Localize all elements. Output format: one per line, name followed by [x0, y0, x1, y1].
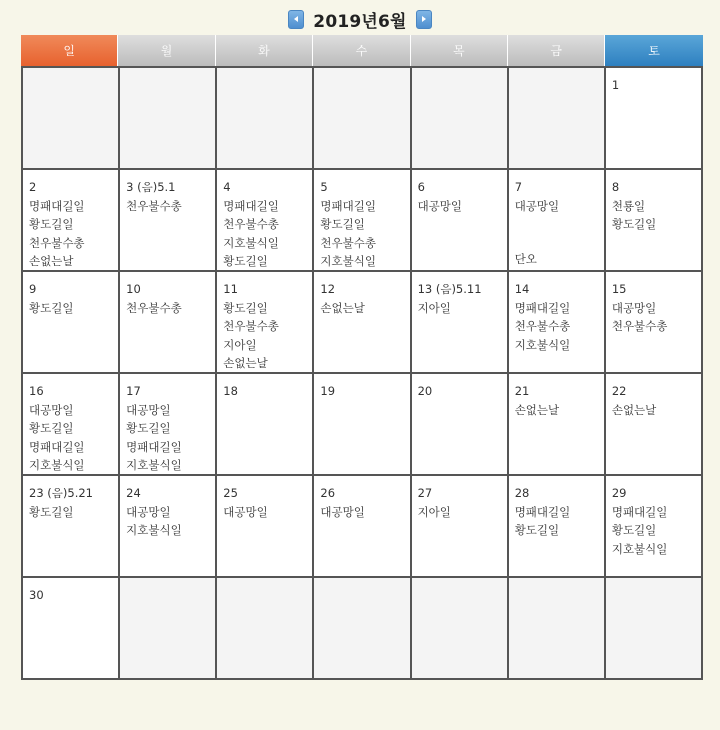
day-number: 1: [611, 78, 620, 92]
day-event: 황도길일: [29, 421, 74, 435]
day-event: 천우불수총: [223, 319, 279, 333]
day-number: 28: [514, 486, 530, 500]
day-event: 지호불식일: [611, 541, 668, 556]
day-number: 23 (음)5.21: [29, 486, 93, 500]
day-number: 3 (음)5.1: [126, 180, 176, 194]
day-number: 6: [417, 180, 425, 194]
day-event: 천우불수총: [29, 235, 85, 250]
day-cell[interactable]: [120, 374, 217, 476]
day-cell[interactable]: [509, 272, 606, 374]
empty-day-cell: [217, 578, 314, 680]
day-event: 황도길일: [611, 217, 657, 231]
day-event: 명패대길일: [611, 504, 668, 519]
day-event: 황도길일: [320, 217, 365, 231]
empty-day-cell: [23, 68, 120, 170]
weekday-sunday: 일: [21, 35, 118, 66]
day-event: 손없는날: [223, 356, 268, 370]
day-event: 지아일: [223, 337, 257, 352]
day-event: 명패대길일: [514, 504, 571, 519]
day-cell[interactable]: [314, 476, 411, 578]
day-event: 황도길일: [29, 300, 74, 315]
empty-day-cell: [412, 68, 509, 170]
day-event: 대공망일: [223, 504, 268, 519]
week-row: [23, 374, 703, 476]
month-title: 2019년6월: [313, 11, 407, 32]
day-event: 손없는날: [320, 300, 365, 315]
day-event: 지호불식일: [126, 523, 182, 537]
holiday-label: 단오: [514, 251, 537, 266]
empty-day-cell: [120, 68, 217, 170]
day-cell[interactable]: [217, 170, 314, 272]
day-number: 8: [611, 180, 620, 194]
day-event: 명패대길일: [320, 198, 376, 213]
day-number: 26: [320, 486, 336, 500]
day-cell[interactable]: [23, 170, 120, 272]
empty-day-cell: [217, 68, 314, 170]
day-cell[interactable]: [23, 374, 120, 476]
day-event: 황도길일: [223, 254, 268, 268]
day-event: 손없는날: [611, 402, 657, 417]
day-number: 22: [611, 384, 627, 398]
weekday-header-row: [21, 35, 703, 66]
day-cell[interactable]: [23, 272, 120, 374]
day-event: 명패대길일: [514, 300, 571, 315]
day-event: 천우불수총: [611, 319, 668, 333]
day-event: 지아일: [417, 300, 451, 315]
week-row: [23, 578, 703, 680]
empty-day-cell: [120, 578, 217, 680]
day-cell[interactable]: [606, 272, 703, 374]
empty-day-cell: [314, 68, 411, 170]
empty-day-cell: [509, 578, 606, 680]
day-number: 15: [611, 282, 627, 296]
day-event: 지호불식일: [514, 337, 571, 352]
day-number: 5: [320, 180, 328, 194]
day-event: 천우불수총: [320, 235, 376, 250]
day-number: 20: [417, 384, 433, 398]
day-event: 대공망일: [29, 402, 74, 417]
day-event: 천우불수총: [126, 300, 182, 315]
day-cell[interactable]: [120, 476, 217, 578]
day-event: 지호불식일: [223, 235, 279, 250]
week-row: [23, 170, 703, 272]
week-row: [23, 68, 703, 170]
day-event: 명패대길일: [223, 198, 279, 213]
day-event: 황도길일: [126, 421, 171, 435]
day-event: 천우불수총: [126, 198, 182, 213]
day-cell[interactable]: [217, 374, 314, 476]
day-number: 12: [320, 282, 336, 296]
weekday-saturday: 토: [605, 35, 702, 66]
day-cell[interactable]: [120, 170, 217, 272]
day-cell[interactable]: [412, 170, 509, 272]
day-cell[interactable]: [606, 170, 703, 272]
day-cell[interactable]: [23, 476, 120, 578]
day-number: 19: [320, 384, 336, 398]
day-event: 대공망일: [126, 504, 171, 519]
day-number: 10: [126, 282, 141, 296]
day-number: 16: [29, 384, 44, 398]
day-event: 손없는날: [514, 402, 560, 417]
day-event: 대공망일: [126, 402, 171, 417]
empty-day-cell: [314, 578, 411, 680]
day-event: 대공망일: [320, 504, 365, 519]
day-cell[interactable]: [509, 374, 606, 476]
day-event: 대공망일: [417, 198, 462, 213]
day-number: 2: [29, 180, 37, 194]
prev-month-button[interactable]: [288, 10, 304, 29]
day-event: 지호불식일: [126, 458, 182, 472]
day-cell[interactable]: [509, 476, 606, 578]
day-event: 황도길일: [29, 504, 74, 519]
day-number: 30: [29, 588, 44, 602]
day-cell[interactable]: [23, 578, 120, 680]
day-number: 24: [126, 486, 141, 500]
weekday-tuesday: 화: [216, 35, 313, 66]
empty-day-cell: [509, 68, 606, 170]
calendar-grid: [21, 66, 703, 680]
day-cell[interactable]: [606, 68, 703, 170]
weekday-wednesday: 수: [313, 35, 410, 66]
empty-day-cell: [606, 578, 703, 680]
day-event: 명패대길일: [126, 439, 182, 454]
day-number: 25: [223, 486, 238, 500]
day-cell[interactable]: [314, 374, 411, 476]
day-event: 천우불수총: [223, 217, 279, 231]
day-cell[interactable]: [217, 272, 314, 374]
day-number: 7: [514, 180, 523, 194]
calendar: [21, 35, 703, 680]
day-number: 17: [126, 384, 141, 398]
day-event: 대공망일: [514, 198, 560, 213]
day-event: 지아일: [417, 504, 451, 519]
weekday-monday: 월: [118, 35, 215, 66]
day-event: 대공망일: [611, 300, 657, 315]
day-event: 지호불식일: [29, 458, 85, 472]
chevron-right-icon: [422, 16, 426, 22]
day-cell[interactable]: [606, 374, 703, 476]
day-event: 손없는날: [29, 254, 74, 268]
day-event: 황도길일: [223, 300, 268, 315]
day-cell[interactable]: [412, 476, 509, 578]
week-row: [23, 476, 703, 578]
day-event: 명패대길일: [29, 198, 85, 213]
day-event: 황도길일: [514, 523, 560, 537]
day-number: 29: [611, 486, 627, 500]
day-event: 황도길일: [29, 217, 74, 231]
day-number: 11: [223, 282, 238, 296]
day-cell[interactable]: [412, 374, 509, 476]
day-event: 천우불수총: [514, 319, 571, 333]
day-number: 13 (음)5.11: [417, 282, 482, 296]
day-cell[interactable]: [606, 476, 703, 578]
day-cell[interactable]: [217, 476, 314, 578]
day-cell[interactable]: [509, 170, 606, 272]
week-row: [23, 272, 703, 374]
day-event: 지호불식일: [320, 254, 376, 268]
day-cell[interactable]: [314, 170, 411, 272]
day-cell[interactable]: [314, 272, 411, 374]
calendar-header: [0, 6, 720, 32]
empty-day-cell: [412, 578, 509, 680]
day-number: 27: [417, 486, 433, 500]
day-event: 명패대길일: [29, 439, 85, 454]
day-event: 황도길일: [611, 523, 657, 537]
day-number: 14: [514, 282, 530, 296]
next-month-button[interactable]: [416, 10, 432, 29]
day-number: 4: [223, 180, 231, 194]
day-cell[interactable]: [120, 272, 217, 374]
weekday-thursday: 목: [411, 35, 508, 66]
day-cell[interactable]: [412, 272, 509, 374]
chevron-left-icon: [294, 16, 298, 22]
day-event: 천룡일: [611, 198, 646, 213]
weekday-friday: 금: [508, 35, 605, 66]
day-number: 9: [29, 282, 37, 296]
day-number: 21: [514, 384, 530, 398]
day-number: 18: [223, 384, 238, 398]
